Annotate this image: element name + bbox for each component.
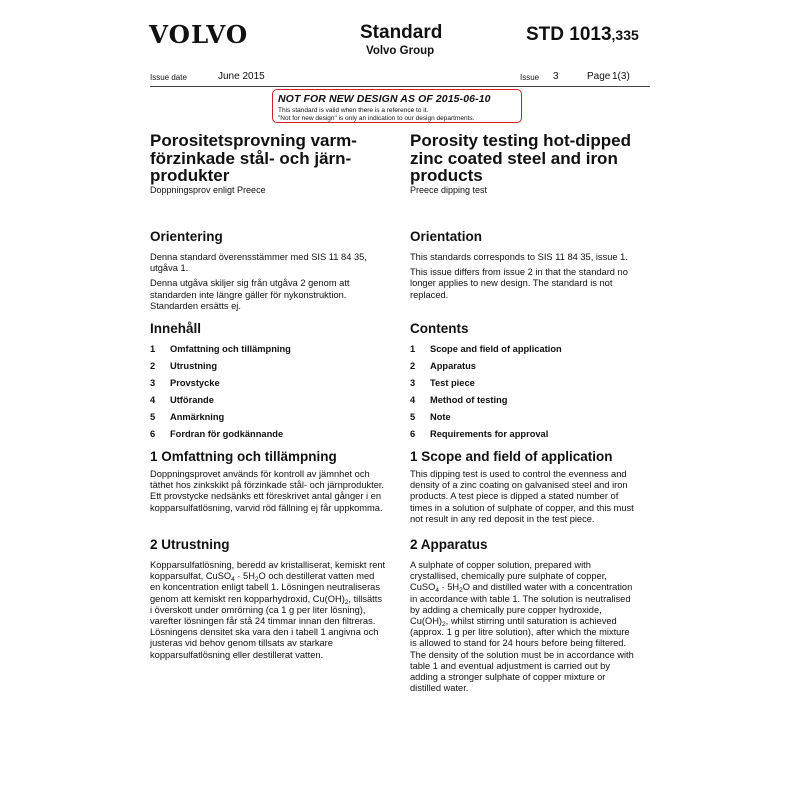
toc-number: 3 [410,378,416,388]
swedish-section-1-text: Doppningsprovet används för kontroll av jämnhet och täthet hos zinkskikt på förzinkade stål- och järnprodukter. Ett provstycke nedsänks ett föreskrivet antal gånger i en kopparsulfatlösning, varvid röd fällning ej får uppkomma. [150,469,385,513]
notice-line-1: This standard is valid when there is a reference to it. [278,107,429,114]
swedish-toc-item [150,412,224,422]
swedish-toc-item [150,378,220,388]
swedish-s2-part-c: O och destillerat vatten med en koncentration enligt tabell 1. Lösningen neutraliseras genom att kemiskt ren kopparhydroxid, Cu(OH) [150,571,380,604]
english-contents-heading: Contents [410,321,469,336]
english-section-2-heading: 2 Apparatus [410,537,488,552]
toc-label: Apparatus [430,361,476,371]
subscript-2: 2 [442,621,446,629]
toc-number: 1 [150,344,156,354]
english-orientation-heading: Orientation [410,229,483,244]
swedish-orientation-p2: Denna utgåva skiljer sig från utgåva 2 genom att standarden inte längre gäller för nykonstruktion. Standarden ersätts ej. [150,278,350,311]
toc-number: 4 [150,395,156,405]
toc-label: Requirements for approval [430,429,549,439]
toc-number: 1 [410,344,416,354]
english-s2-part-a: A sulphate of copper solution, prepared with crystallised, chemically pure sulphate of copper, CuSO [410,560,607,593]
page-label: Page [587,71,611,82]
notice-headline: NOT FOR NEW DESIGN AS OF 2015-06-10 [278,93,491,105]
swedish-orientation-p1: Denna standard överensstämmer med SIS 11 84 35, utgåva 1. [150,252,367,274]
notice-line-2: "Not for new design" is only an indication to our design departments. [278,115,475,122]
swedish-column [150,131,390,660]
toc-number: 5 [410,412,416,422]
swedish-subtitle: Doppningsprov enligt Preece [150,185,266,195]
standard-number-main: STD 1013 [526,24,612,45]
english-column [410,131,650,694]
swedish-orientation-text [150,252,386,316]
english-toc-item [410,429,548,439]
toc-label: Scope and field of application [430,344,562,354]
toc-number: 2 [410,361,416,371]
header-rule [150,86,650,87]
english-section-1-text: This dipping test is used to control the evenness and density of a zinc coating on galvanised steel and iron products. A test piece is dipped a stated number of times in a solution of sulphate of copper, and this must not result in any red deposit in the test piece. [410,469,634,524]
toc-label: Fordran för godkännande [170,429,284,439]
toc-label: Provstycke [170,378,220,388]
toc-label: Method of testing [430,395,508,405]
toc-number: 4 [410,395,416,405]
toc-number: 5 [150,412,156,422]
swedish-section-2-heading: 2 Utrustning [150,537,230,552]
english-orientation-text [410,252,644,305]
subscript-4: 4 [435,587,439,595]
swedish-section-2-text [150,560,386,661]
english-s2-part-b: · 5H [438,582,460,593]
swedish-section-1-heading: 1 Omfattning och tillämpning [150,449,337,464]
swedish-toc-item [150,344,291,354]
swedish-s2-part-b: · 5H [234,571,255,582]
swedish-toc-item [150,395,214,405]
subscript-4: 4 [231,576,235,584]
english-orientation-p1: This standards corresponds to SIS 11 84 35, issue 1. [410,252,628,262]
issue-date-label: Issue date [150,73,187,82]
subscript-2: 2 [254,576,259,584]
subscript-2: 2 [459,587,463,595]
swedish-toc-item [150,361,217,371]
english-toc-item [410,395,507,405]
toc-label: Note [430,412,451,422]
english-toc-item [410,378,475,388]
swedish-title: Porositetsprovning varm-förzinkade stål- och järn-produkter [150,131,357,185]
english-section-1-heading: 1 Scope and field of application [410,449,613,464]
toc-label: Anmärkning [170,412,225,422]
toc-number: 6 [150,429,156,439]
toc-label: Omfattning och tillämpning [170,344,291,354]
toc-label: Test piece [430,378,475,388]
page-value: 1(3) [612,71,630,82]
toc-number: 3 [150,378,156,388]
issue-label: Issue [520,73,540,82]
issue-date-value: June 2015 [218,71,265,82]
english-toc-item [410,344,562,354]
swedish-contents-heading: Innehåll [150,321,202,336]
swedish-orientation-heading: Orientering [150,229,223,244]
standard-number-suffix: ,335 [611,27,639,43]
subscript-2: 2 [344,598,349,606]
english-s2-part-c: O and distilled water with a concentration in accordance with table 1. The solution is neutralised by adding a chemically pure copper hydroxide, Cu(OH) [410,582,633,627]
standard-label: Standard [360,22,443,43]
toc-number: 2 [150,361,156,371]
volvo-logo: VOLVO [149,20,249,49]
standard-number [526,24,639,46]
issue-value: 3 [553,71,559,82]
swedish-s2-part-a: Kopparsulfatlösning, beredd av kristalliserat, kemiskt rent kopparsulfat, CuSO [150,560,386,582]
toc-label: Utrustning [170,361,217,371]
english-orientation-p2: This issue differs from issue 2 in that the standard no longer applies to new design. The standard is not replaced. [410,267,628,300]
english-toc-item [410,361,476,371]
english-section-2-text [410,560,636,694]
english-toc-item [410,412,451,422]
english-s2-part-d: , whilst stirring until saturation is achieved (approx. 1 g per litre solution), after which the mixture is allowed to stand for 24 hours before being filtered. The density of the solution must be in accordance with table 1 and eventual adjustment is carried out by adding a stronger sulphate of copper mixture or distilled water. [410,616,634,694]
swedish-toc-item [150,429,283,439]
swedish-s2-part-d: , tillsätts i överskott under omrörning (ca 1 g per liter lösning), varefter lösningen får stå 24 timmar innan den filtreras. Lösningens densitet ska vara den i tabell 1 angivna och justeras vid behov genom tillsats av starkare kopparsulfatlösning eller destillerat vatten. [150,593,383,660]
english-subtitle: Preece dipping test [410,185,488,195]
not-for-new-design-notice [272,89,522,123]
toc-label: Utförande [170,395,214,405]
english-title: Porosity testing hot-dipped zinc coated steel and iron products [410,131,631,185]
group-label: Volvo Group [366,45,435,57]
toc-number: 6 [410,429,416,439]
